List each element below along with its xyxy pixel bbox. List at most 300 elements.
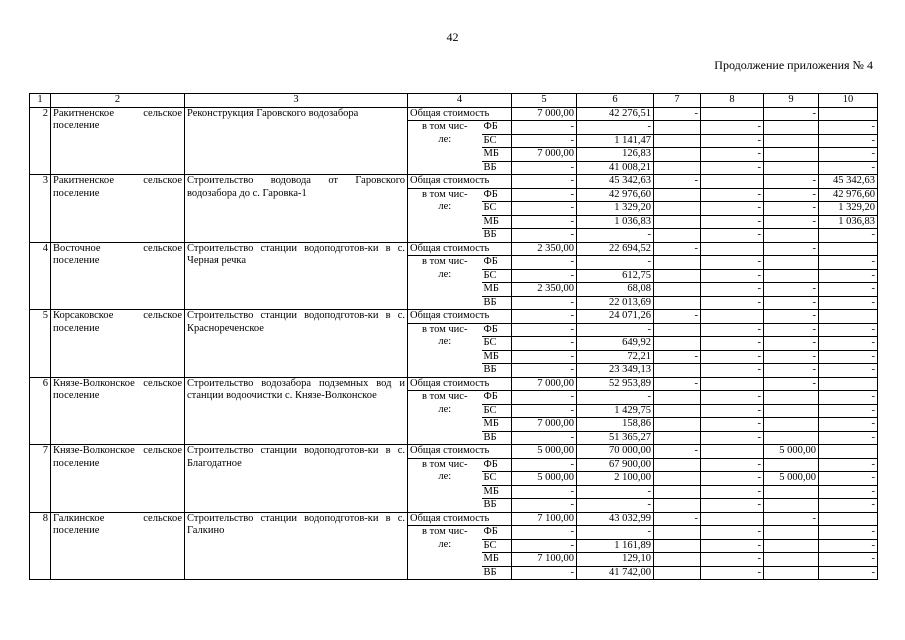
cost-cell: 5 000,00 [512, 445, 577, 459]
total-cost-label: Общая стоимость [408, 310, 512, 324]
cost-cell: 45 342,63 [819, 175, 878, 189]
cost-cell: - [701, 323, 764, 337]
cost-cell: 42 276,51 [577, 107, 654, 121]
including-label-line: ле: [438, 336, 452, 347]
cost-cell [701, 242, 764, 256]
cost-cell: - [577, 499, 654, 513]
funding-source: ВБ [482, 296, 512, 310]
cost-cell: 5 000,00 [764, 472, 819, 486]
cost-cell: 42 976,60 [819, 188, 878, 202]
cost-cell: - [701, 215, 764, 229]
cost-cell: - [701, 256, 764, 270]
cost-cell [701, 512, 764, 526]
cost-cell [701, 445, 764, 459]
cost-cell: 612,75 [577, 269, 654, 283]
cost-cell: - [819, 566, 878, 580]
funding-source: БС [482, 539, 512, 553]
cost-cell [764, 229, 819, 243]
cost-cell [654, 148, 701, 162]
cost-cell: - [701, 499, 764, 513]
cost-cell [654, 323, 701, 337]
cost-cell [819, 310, 878, 324]
cost-cell: - [819, 229, 878, 243]
funding-source: МБ [482, 553, 512, 567]
settlement-name: Князе-Волконское сельское поселение [51, 377, 185, 445]
including-label-line: в том чис- [422, 458, 468, 470]
cost-cell: - [512, 175, 577, 189]
cost-cell: - [764, 310, 819, 324]
cost-cell: 7 100,00 [512, 553, 577, 567]
header-cell: 4 [408, 94, 512, 108]
cost-cell [819, 107, 878, 121]
cost-cell: 1 329,20 [577, 202, 654, 216]
cost-cell: - [512, 458, 577, 472]
cost-cell: - [512, 431, 577, 445]
cost-cell: - [701, 337, 764, 351]
cost-cell: - [764, 323, 819, 337]
cost-cell [764, 161, 819, 175]
funding-source: ФБ [482, 256, 512, 270]
cost-cell [654, 256, 701, 270]
cost-cell: 22 694,52 [577, 242, 654, 256]
project-total-row [30, 445, 878, 459]
cost-cell: - [764, 242, 819, 256]
including-label [408, 256, 482, 310]
funding-source: БС [482, 134, 512, 148]
cost-cell: - [512, 337, 577, 351]
cost-cell: 649,92 [577, 337, 654, 351]
including-label-line: ле: [438, 133, 452, 145]
funding-source: ФБ [482, 458, 512, 472]
cost-cell [654, 485, 701, 499]
cost-cell: - [701, 202, 764, 216]
cost-cell: - [512, 485, 577, 499]
cost-cell: 45 342,63 [577, 175, 654, 189]
cost-cell: - [701, 364, 764, 378]
cost-cell [764, 526, 819, 540]
cost-cell: - [701, 539, 764, 553]
cost-cell: - [701, 418, 764, 432]
cost-cell [654, 553, 701, 567]
cost-cell [654, 431, 701, 445]
cost-cell: - [819, 269, 878, 283]
funding-source: ВБ [482, 499, 512, 513]
cost-cell [819, 512, 878, 526]
cost-cell: - [819, 337, 878, 351]
row-number: 6 [30, 377, 51, 445]
header-cell: 6 [577, 94, 654, 108]
funding-source: ФБ [482, 188, 512, 202]
cost-cell [819, 242, 878, 256]
cost-cell: 68,08 [577, 283, 654, 297]
settlement-name: Корсаковское сельское поселение [51, 310, 185, 378]
cost-cell: - [654, 350, 701, 364]
page-number: 42 [446, 30, 459, 44]
project-total-row [30, 175, 878, 189]
cost-cell: - [654, 445, 701, 459]
cost-cell [764, 485, 819, 499]
funding-source: МБ [482, 350, 512, 364]
cost-cell: - [512, 404, 577, 418]
including-label [408, 323, 482, 377]
cost-cell: - [512, 229, 577, 243]
cost-cell [654, 526, 701, 540]
cost-cell: 158,86 [577, 418, 654, 432]
project-total-row [30, 242, 878, 256]
cost-cell: - [764, 215, 819, 229]
cost-cell [764, 566, 819, 580]
cost-cell: - [512, 539, 577, 553]
project-name: Строительство станции водоподготов-ки в с. Черная речка [185, 242, 408, 310]
header-cell: 1 [30, 94, 51, 108]
header-row [30, 94, 878, 108]
funding-source: БС [482, 472, 512, 486]
funding-source: БС [482, 269, 512, 283]
cost-cell [654, 499, 701, 513]
cost-cell: 41 008,21 [577, 161, 654, 175]
cost-cell: 24 071,26 [577, 310, 654, 324]
cost-cell: 70 000,00 [577, 445, 654, 459]
cost-cell [819, 377, 878, 391]
funding-source: МБ [482, 148, 512, 162]
cost-cell [764, 499, 819, 513]
cost-cell: - [577, 256, 654, 270]
cost-cell: - [512, 269, 577, 283]
cost-cell [654, 269, 701, 283]
cost-cell [764, 148, 819, 162]
cost-cell: 7 100,00 [512, 512, 577, 526]
cost-cell [764, 458, 819, 472]
cost-cell [764, 269, 819, 283]
row-number: 5 [30, 310, 51, 378]
cost-cell: - [512, 310, 577, 324]
cost-cell [764, 391, 819, 405]
cost-cell: 7 000,00 [512, 107, 577, 121]
appendix-continuation-title: Продолжение приложения № 4 [714, 58, 873, 72]
row-number: 3 [30, 175, 51, 243]
including-label [408, 526, 482, 580]
cost-cell: - [654, 310, 701, 324]
cost-cell [764, 431, 819, 445]
cost-cell: 2 100,00 [577, 472, 654, 486]
cost-cell: - [819, 526, 878, 540]
cost-cell: - [654, 175, 701, 189]
cost-cell: - [819, 431, 878, 445]
including-label-line: в том чис- [422, 323, 468, 335]
header-cell: 10 [819, 94, 878, 108]
cost-cell: - [577, 121, 654, 135]
cost-cell: 1 161,89 [577, 539, 654, 553]
cost-cell [654, 283, 701, 297]
cost-cell [764, 539, 819, 553]
cost-cell: 72,21 [577, 350, 654, 364]
cost-cell [701, 310, 764, 324]
project-total-row [30, 107, 878, 121]
header-cell: 8 [701, 94, 764, 108]
cost-cell: - [701, 566, 764, 580]
row-number: 7 [30, 445, 51, 513]
cost-cell: - [701, 431, 764, 445]
total-cost-label: Общая стоимость [408, 445, 512, 459]
cost-cell: - [577, 485, 654, 499]
cost-cell [764, 418, 819, 432]
cost-cell [654, 364, 701, 378]
cost-cell: - [512, 391, 577, 405]
cost-cell: 7 000,00 [512, 377, 577, 391]
cost-cell: - [819, 553, 878, 567]
cost-cell: - [819, 161, 878, 175]
funding-source: ВБ [482, 566, 512, 580]
funding-source: МБ [482, 418, 512, 432]
cost-cell: 23 349,13 [577, 364, 654, 378]
cost-cell: - [512, 256, 577, 270]
cost-cell [764, 553, 819, 567]
funding-source: ФБ [482, 121, 512, 135]
project-name: Строительство станции водоподготов-ки в с. Благодатное [185, 445, 408, 513]
cost-cell: - [512, 526, 577, 540]
cost-cell [701, 107, 764, 121]
cost-cell [654, 566, 701, 580]
total-cost-label: Общая стоимость [408, 377, 512, 391]
cost-cell: - [701, 229, 764, 243]
cost-cell: - [577, 323, 654, 337]
funding-source: ВБ [482, 161, 512, 175]
including-label-line: в том чис- [422, 526, 468, 537]
funding-source: МБ [482, 215, 512, 229]
cost-cell: - [512, 134, 577, 148]
cost-cell: - [764, 107, 819, 121]
cost-cell: - [701, 188, 764, 202]
cost-cell: - [701, 350, 764, 364]
cost-cell: - [701, 134, 764, 148]
cost-cell [654, 337, 701, 351]
cost-cell [764, 134, 819, 148]
cost-cell: - [577, 526, 654, 540]
cost-cell: 1 141,47 [577, 134, 654, 148]
including-label [408, 458, 482, 512]
project-name: Строительство водозабора подземных вод и станции водоочистки с. Князе-Волконское [185, 377, 408, 445]
including-label [408, 391, 482, 445]
cost-cell [654, 296, 701, 310]
cost-cell: 67 900,00 [577, 458, 654, 472]
cost-cell: 42 976,60 [577, 188, 654, 202]
cost-cell: - [512, 188, 577, 202]
project-name: Строительство станции водоподготов-ки в с. Галкино [185, 512, 408, 580]
cost-cell [764, 256, 819, 270]
cost-cell: - [819, 148, 878, 162]
cost-cell: - [701, 485, 764, 499]
cost-cell: - [701, 269, 764, 283]
cost-cell: 2 350,00 [512, 283, 577, 297]
cost-cell: - [701, 121, 764, 135]
project-total-row [30, 377, 878, 391]
header-cell: 3 [185, 94, 408, 108]
cost-cell: - [819, 364, 878, 378]
cost-cell: 5 000,00 [764, 445, 819, 459]
cost-cell: - [577, 229, 654, 243]
cost-cell [819, 445, 878, 459]
cost-cell: 52 953,89 [577, 377, 654, 391]
cost-cell: - [654, 512, 701, 526]
cost-cell: - [701, 526, 764, 540]
cost-cell: - [819, 472, 878, 486]
row-number: 4 [30, 242, 51, 310]
cost-cell: - [654, 377, 701, 391]
cost-cell: - [764, 296, 819, 310]
funding-source: МБ [482, 283, 512, 297]
cost-cell: - [764, 364, 819, 378]
cost-cell: 5 000,00 [512, 472, 577, 486]
including-label-line: ле: [438, 201, 452, 212]
cost-cell: - [654, 242, 701, 256]
cost-cell: - [512, 499, 577, 513]
cost-cell: 7 000,00 [512, 148, 577, 162]
cost-cell: 1 429,75 [577, 404, 654, 418]
cost-cell: - [512, 121, 577, 135]
cost-cell [654, 161, 701, 175]
project-total-row [30, 512, 878, 526]
cost-cell: - [819, 121, 878, 135]
header-cell: 7 [654, 94, 701, 108]
funding-source: ФБ [482, 323, 512, 337]
header-cell: 2 [51, 94, 185, 108]
cost-cell [654, 404, 701, 418]
cost-cell [654, 391, 701, 405]
cost-cell: - [764, 188, 819, 202]
cost-cell: 129,10 [577, 553, 654, 567]
including-label-line: в том чис- [422, 256, 468, 267]
cost-cell: - [764, 350, 819, 364]
funding-source: ФБ [482, 526, 512, 540]
cost-cell [654, 539, 701, 553]
cost-cell [654, 121, 701, 135]
cost-cell: 126,83 [577, 148, 654, 162]
cost-cell: - [819, 323, 878, 337]
total-cost-label: Общая стоимость [408, 175, 512, 189]
cost-cell [654, 202, 701, 216]
including-label-line: в том чис- [422, 121, 468, 132]
cost-cell [654, 472, 701, 486]
cost-cell: - [701, 391, 764, 405]
settlement-name: Князе-Волконское сельское поселение [51, 445, 185, 513]
row-number: 2 [30, 107, 51, 175]
including-label-line: в том чис- [422, 188, 468, 200]
funding-source: БС [482, 404, 512, 418]
settlement-name: Восточное сельское поселение [51, 242, 185, 310]
cost-cell: - [577, 391, 654, 405]
funding-source: ФБ [482, 391, 512, 405]
funding-source: ВБ [482, 431, 512, 445]
cost-cell: 51 365,27 [577, 431, 654, 445]
total-cost-label: Общая стоимость [408, 242, 512, 256]
including-label [408, 121, 482, 175]
cost-cell: - [819, 404, 878, 418]
cost-cell: - [701, 161, 764, 175]
appendix-table [29, 93, 878, 580]
cost-cell [654, 134, 701, 148]
cost-cell: - [654, 107, 701, 121]
project-name: Строительство водовода от Гаровского водозабора до с. Гаровка-1 [185, 175, 408, 243]
cost-cell: - [512, 364, 577, 378]
cost-cell: 43 032,99 [577, 512, 654, 526]
cost-cell: - [701, 283, 764, 297]
funding-source: БС [482, 202, 512, 216]
cost-cell [764, 404, 819, 418]
cost-cell: 41 742,00 [577, 566, 654, 580]
header-cell: 5 [512, 94, 577, 108]
cost-cell: - [512, 215, 577, 229]
funding-source: БС [482, 337, 512, 351]
cost-cell: - [819, 134, 878, 148]
cost-cell: - [764, 202, 819, 216]
cost-cell: - [512, 350, 577, 364]
cost-cell [654, 418, 701, 432]
including-label-line: в том чис- [422, 391, 468, 402]
cost-cell: - [512, 566, 577, 580]
including-label-line: ле: [438, 471, 452, 482]
settlement-name: Ракитненское сельское поселение [51, 107, 185, 175]
cost-cell: - [819, 283, 878, 297]
project-total-row [30, 310, 878, 324]
cost-cell: - [512, 296, 577, 310]
cost-cell: - [764, 512, 819, 526]
including-label-line: ле: [438, 538, 452, 550]
cost-cell: 1 036,83 [577, 215, 654, 229]
cost-cell: - [701, 458, 764, 472]
total-cost-label: Общая стоимость [408, 107, 512, 121]
cost-cell [654, 458, 701, 472]
cost-cell: - [819, 256, 878, 270]
cost-cell: - [701, 404, 764, 418]
cost-cell [701, 175, 764, 189]
cost-cell: - [819, 485, 878, 499]
cost-cell: 7 000,00 [512, 418, 577, 432]
cost-cell: - [764, 337, 819, 351]
funding-source: ВБ [482, 364, 512, 378]
cost-cell [654, 215, 701, 229]
settlement-name: Ракитненское сельское поселение [51, 175, 185, 243]
project-name: Реконструкция Гаровского водозабора [185, 107, 408, 175]
cost-cell [764, 121, 819, 135]
settlement-name: Галкинское сельское поселение [51, 512, 185, 580]
cost-cell: - [512, 161, 577, 175]
project-name: Строительство станции водоподготов-ки в с. Краснореченское [185, 310, 408, 378]
cost-cell [654, 229, 701, 243]
cost-cell: - [764, 175, 819, 189]
cost-cell: - [701, 553, 764, 567]
including-label-line: ле: [438, 403, 452, 415]
cost-cell [701, 377, 764, 391]
cost-cell: - [701, 148, 764, 162]
table-body [30, 94, 878, 580]
row-number: 8 [30, 512, 51, 580]
funding-source: ВБ [482, 229, 512, 243]
cost-cell: - [819, 296, 878, 310]
cost-cell: 1 036,83 [819, 215, 878, 229]
cost-cell: - [819, 418, 878, 432]
cost-cell: - [764, 377, 819, 391]
funding-source: МБ [482, 485, 512, 499]
including-label-line: ле: [438, 268, 452, 280]
cost-cell: - [819, 350, 878, 364]
cost-cell: 2 350,00 [512, 242, 577, 256]
header-cell: 9 [764, 94, 819, 108]
cost-cell: - [512, 323, 577, 337]
cost-cell: - [819, 458, 878, 472]
cost-cell: - [819, 499, 878, 513]
cost-cell: - [701, 472, 764, 486]
cost-cell: - [512, 202, 577, 216]
